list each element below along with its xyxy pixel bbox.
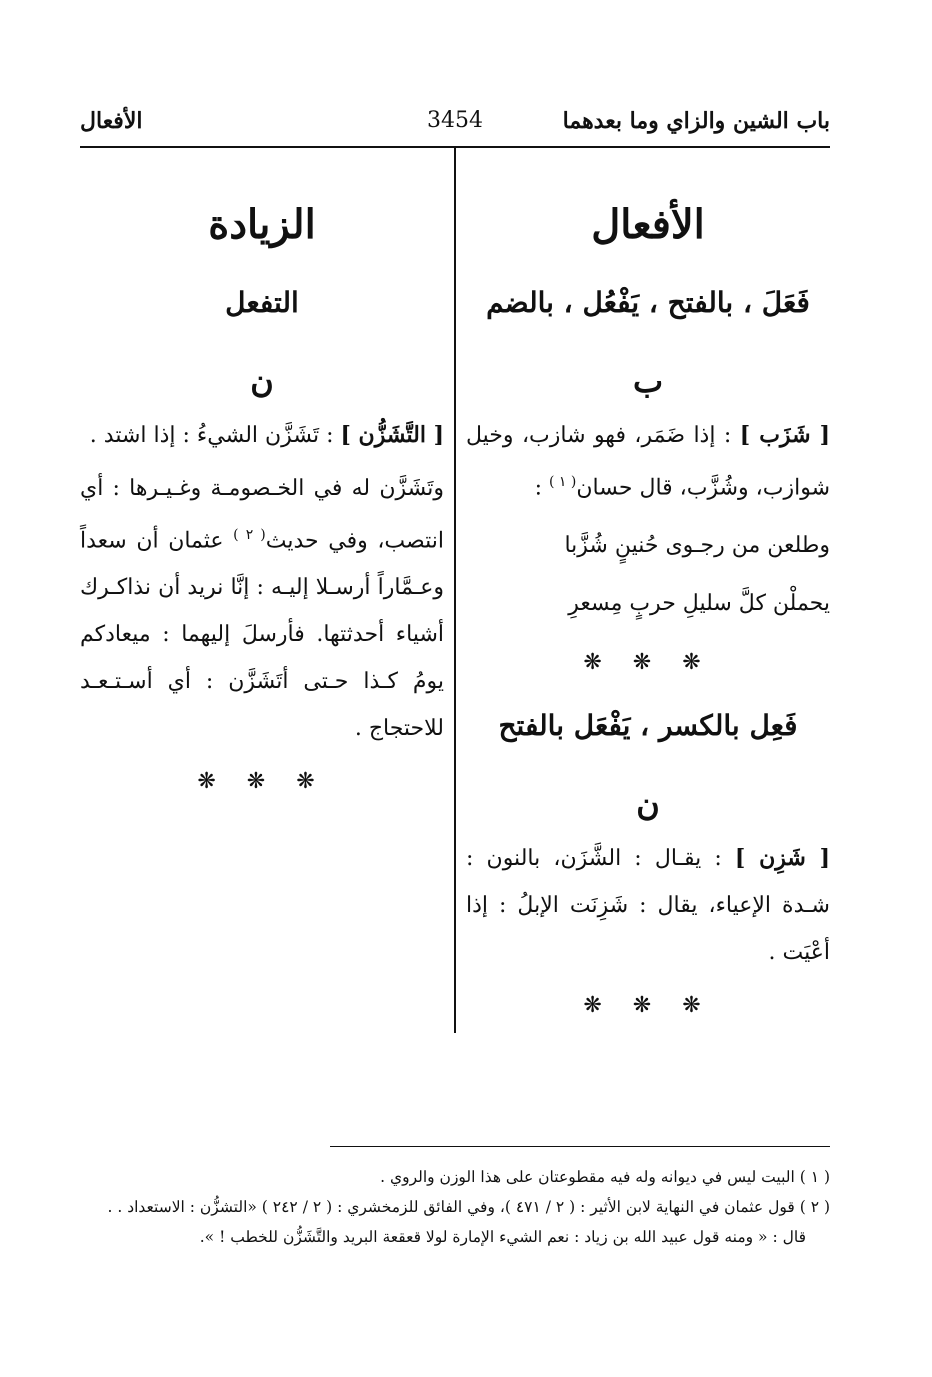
section-title: الأفعال (80, 108, 143, 134)
right-column (466, 190, 830, 1026)
chapter-title: باب الشين والزاي وما بعدهما (562, 108, 830, 134)
footnote-1: ( ١ ) البيت ليس في ديوانه وله فيه مقطوعتان على هذا الوزن والروي . (380, 1168, 830, 1186)
footnote-2-continued: قال : « ومنه قول عبيد الله بن زياد : نعم الشيء الإمارة لولا قعقعة البريد والتَّشَزُّن للخطب ! ». (199, 1228, 806, 1246)
headword-shazin: [ شَزِن ] (734, 845, 830, 872)
section-separator: ❋ ❋ ❋ (583, 993, 713, 1019)
entry-tashazzun-2 (80, 465, 444, 752)
right-column-title: الأفعال (591, 201, 705, 248)
entry-shazab-text: : إذا ضَمَر، فهو شازب، وخيل شوازب، وشُزَّب، قال حسان (466, 423, 830, 501)
letter-heading-nun: ن (636, 785, 660, 824)
entry-shazin-text: : يقـال : الشَّزَن، بالنون : شـدة الإعياء، يقال : شَزِنَت الإبلُ : إذا أعْيَت . (466, 846, 830, 966)
footnote-2: ( ٢ ) قول عثمان في النهاية لابن الأثير : ( ٢ / ٤٧١ )، وفي الفائق للزمخشري : ( ٢ / ٢٤٢ ) «التشزُّن : الاستعداد . . (107, 1198, 830, 1216)
footnote-rule (330, 1146, 830, 1147)
footnotes (80, 1162, 830, 1252)
column-divider (454, 148, 456, 1033)
letter-heading-nun: ن (250, 362, 274, 400)
entry-tashazzun-2-rest: عثمان أن سعداً وعـمَّاراً أرسـلا إليـه : إنَّا نريد أن نذاكـرك أشياء أحدثتها. فأرسلَ إليهما : ميعادكم يومُ كـذا حـتى أتَشَزَّن : أي أسـتـعـد للاحتجاج . (80, 528, 444, 742)
footnote-ref-1[interactable]: ( ١ ) (549, 474, 577, 490)
left-column (80, 190, 444, 802)
headword-tashazzun: [ التَّشَزُّن ] (340, 422, 444, 448)
headword-shazab: [ شَزَب ] (739, 422, 830, 448)
footnote-ref-2[interactable]: ( ٢ ) (233, 527, 266, 543)
entry-tashazzun-2-start: وتَشَزَّن له في الخـصومـة وغـيـرها : أي انتصب، وفي حديث (80, 476, 444, 554)
page-number: 3454 (427, 108, 483, 133)
entry-shazab (466, 412, 830, 511)
entry-tashazzun (80, 412, 444, 459)
letter-heading-ba: ب (632, 362, 664, 400)
verse-line-2: يحملْن كلَّ سليلِ حربٍ مِسعرِ (568, 591, 830, 617)
entry-shazab-tail: : (534, 475, 549, 501)
section-separator: ❋ ❋ ❋ (583, 650, 713, 676)
entry-tashazzun-text: : تَشَزَّن الشيءُ : إذا اشتد . (89, 423, 341, 448)
form-heading: التفعل (225, 286, 299, 319)
verb-pattern-heading-2: فَعِل بالكسر ، يَفْعَل بالفتح (498, 709, 798, 743)
entry-shazin (466, 835, 830, 976)
verse-line-1: وطلعن من رجـوى حُنينٍ شُزَّبا (564, 533, 830, 559)
running-header (80, 108, 830, 144)
verb-pattern-heading: فَعَلَ ، بالفتح ، يَفْعُل ، بالضم (486, 286, 810, 319)
section-separator: ❋ ❋ ❋ (197, 769, 327, 795)
left-column-title: الزيادة (208, 201, 316, 248)
